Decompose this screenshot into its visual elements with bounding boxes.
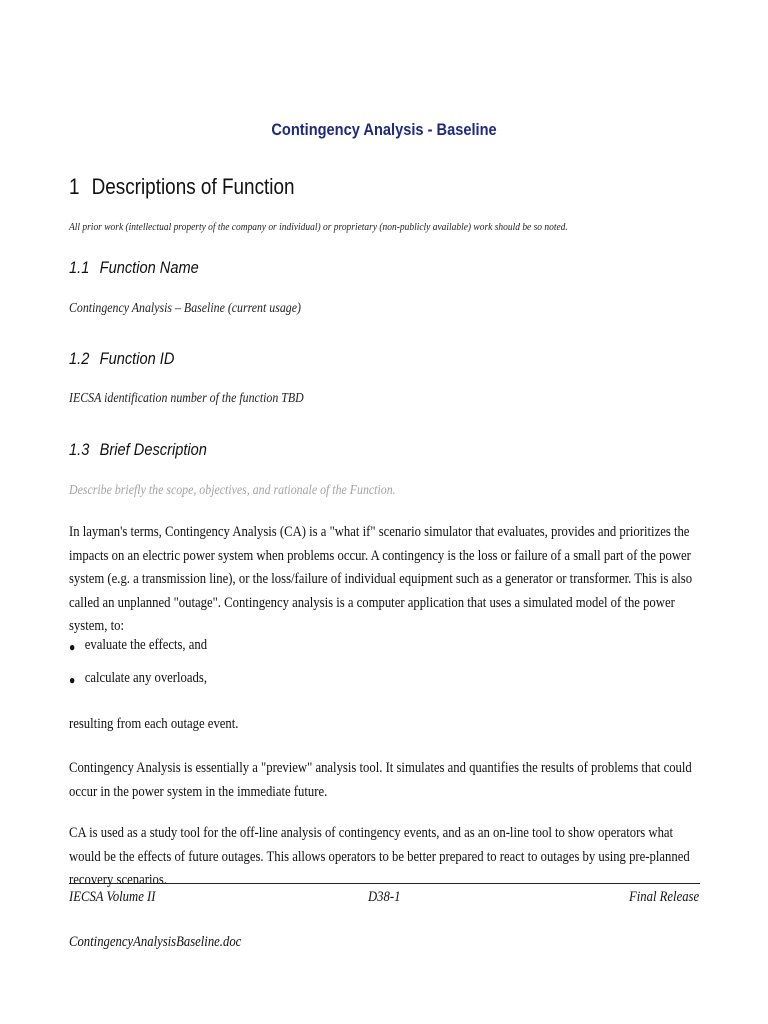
function-name-text: Contingency Analysis – Baseline (current usage) <box>69 300 301 315</box>
effects-bullet-list <box>69 637 227 703</box>
ip-note: All prior work (intellectual property of the company or individual) or proprietary (non-publicly available) work should be so noted. <box>69 221 568 233</box>
description-paragraph-1: In layman's terms, Contingency Analysis (CA) is a "what if" scenario simulator that evaluates, provides and prioritizes the impacts on an electric power system when problems occur. A contingency is the loss or failure of a small part of the power system (e.g. a transmission line), or the loss/failure of individual equipment such as a generator or transformer. This is also called an unplanned "outage". Contingency analysis is a computer application that uses a simulated model of the power system, to: <box>69 524 693 634</box>
bullet-item <box>69 670 207 703</box>
bullet-icon: ● <box>69 673 76 687</box>
footer-release: Final Release <box>628 889 699 905</box>
section-1-1-number: 1.1 <box>69 258 90 277</box>
section-1-2-number: 1.2 <box>69 349 90 368</box>
section-1-title: Descriptions of Function <box>91 174 295 199</box>
description-paragraph-4: CA is used as a study tool for the off-line analysis of contingency events, and as an on-line tool to show operators what would be the effects of future outages. This allows operators to be better prepared to react to outages by using pre-planned recovery scenarios. <box>69 825 690 888</box>
bullet-text: evaluate the effects, and <box>84 637 208 653</box>
description-paragraph-2: resulting from each outage event. <box>69 716 239 732</box>
bullet-text: calculate any overloads, <box>84 670 207 686</box>
footer-page-number: D38-1 <box>368 889 401 905</box>
section-1-number: 1 <box>69 174 80 199</box>
description-paragraph-3: Contingency Analysis is essentially a "preview" analysis tool. It simulates and quantifies the results of problems that could occur in the power system in the immediate future. <box>69 760 692 800</box>
section-1-1-heading <box>69 258 199 278</box>
footer-filename: ContingencyAnalysisBaseline.doc <box>69 934 242 950</box>
footer-volume: IECSA Volume II <box>69 889 156 905</box>
section-1-1-title: Function Name <box>99 258 199 277</box>
section-1-3-heading <box>69 440 207 460</box>
footer-divider <box>69 883 700 884</box>
section-1-2-title: Function ID <box>99 349 175 368</box>
section-1-3-title: Brief Description <box>99 440 207 459</box>
document-title: Contingency Analysis - Baseline <box>271 120 497 139</box>
bullet-icon: ● <box>69 640 76 654</box>
section-1-2-heading <box>69 349 174 369</box>
description-hint: Describe briefly the scope, objectives, and rationale of the Function. <box>69 482 396 497</box>
section-1-heading <box>69 174 295 200</box>
bullet-item <box>69 637 207 670</box>
function-id-text: IECSA identification number of the function TBD <box>69 390 304 405</box>
section-1-3-number: 1.3 <box>69 440 90 459</box>
